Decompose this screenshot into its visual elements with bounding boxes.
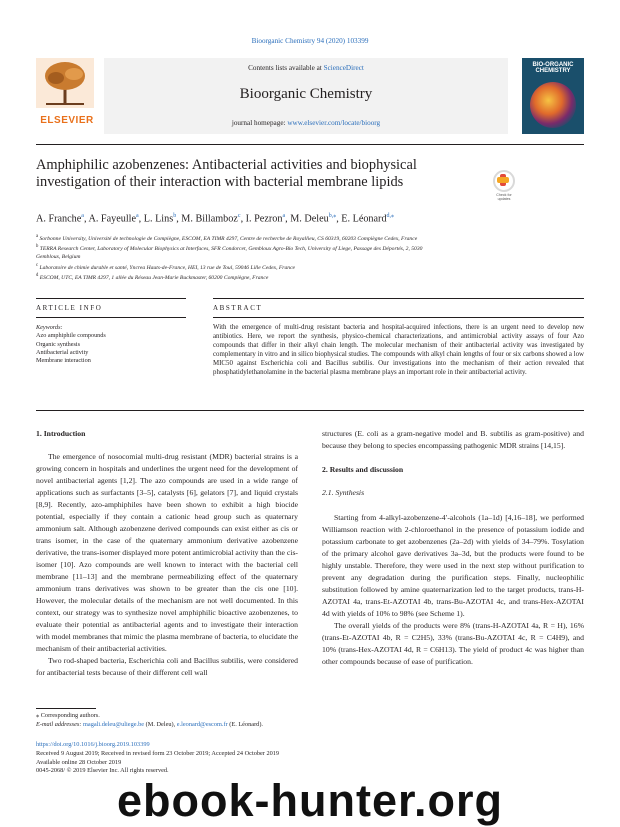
email-owner-1: (M. Deleu), bbox=[144, 721, 177, 729]
email-owner-2: (E. Léonard). bbox=[227, 721, 263, 729]
journal-cover[interactable] bbox=[522, 58, 584, 134]
author-name: M. Billamboz bbox=[181, 213, 238, 225]
journal-title: Bioorganic Chemistry bbox=[239, 86, 373, 102]
author-affiliation-mark[interactable]: a bbox=[282, 213, 286, 219]
keyword: Membrane interaction bbox=[36, 357, 91, 365]
author-name: A. Fayeulle bbox=[88, 213, 136, 225]
footnote-rule bbox=[36, 708, 96, 709]
title-line-1: Amphiphilic azobenzenes: Antibacterial activities and biophysical bbox=[36, 157, 417, 173]
paragraph: Starting from 4-alkyl-azobenzene-4′-alcohols (1a–1d) [4,16–18], we performed Williamson reaction with 2-chloroethanol in the presence of potassium iodide and potassium carbonate to get azobenzenes (2a–2d) with yields of 34–79%. Tosylation of the primary alcohol gave derivatives 3a–3d, but the products were found to be highly unstable. Therefore, they were used in the next step without purification to prevent any degradation during the purification steps. Finally, nucleophilic substitution followed by amine quaternarization led to the target products, trans-H-AZOTAI 4a, trans-Et-AZOTAI 4b, trans-Bu-AZOTAI 4c, and trans-Hex-AZOTAI 4d with yields of 10% to 98% (see Scheme 1). bbox=[322, 513, 584, 618]
author-name: M. Deleu bbox=[290, 213, 329, 225]
author-affiliation-mark[interactable]: b bbox=[173, 213, 177, 219]
doi-link[interactable]: https://doi.org/10.1016/j.bioorg.2019.103399 bbox=[36, 741, 150, 748]
keyword: Azo amphiphile compounds bbox=[36, 332, 106, 340]
journal-masthead bbox=[104, 58, 508, 134]
keyword: Organic synthesis bbox=[36, 340, 81, 348]
footnotes bbox=[36, 711, 436, 729]
keyword-list bbox=[36, 332, 186, 365]
abstract-subrule bbox=[213, 317, 584, 318]
affiliation-mark: c bbox=[36, 262, 39, 268]
article-info-rule bbox=[36, 298, 186, 299]
contents-line bbox=[104, 64, 508, 72]
affiliation-mark: b bbox=[36, 244, 39, 250]
header-rule bbox=[36, 144, 584, 145]
paragraph: The overall yields of the products were 8% (trans-H-AZOTAI 4a, R = H), 16% (trans-Et-AZOTAI 4b, R = C2H5), 33% (trans-Bu-AZOTAI 4c, R = C4H9), and 10% (trans-Hex-AZOTAI 4d, R = C6H13). The yield of product 4c was higher than other compounds because of ease of purification. bbox=[322, 621, 584, 666]
email-link-deleu[interactable]: magali.deleu@uliege.be bbox=[83, 721, 145, 729]
body-right-column bbox=[322, 428, 584, 668]
abstract-text: With the emergence of multi-drug resistant bacteria and hospital-acquired infections, there is an urgent need to develop new antibiotics. Here, we report the synthesis, physico-chemical characterizations, and antimicrobial activity assays of four Azo compounds that differ in their alkyl chain length. The molecular mechanism of their antibacterial activity was investigated by complementary in vitro and in silico biophysical studies. The compounds with alkyl chain lengths of four or six carbons showed a low MIC50 against Escherichia coli and Bacillus subtilis. Our investigations into the mechanism of their action revealed that phosphatidylethanolamine in the bacterial plasma membrane plays an important role in their antibacterial activity. bbox=[213, 324, 584, 377]
author-affiliation-mark[interactable]: a bbox=[136, 213, 139, 219]
author-list: A. Franche$^a$, A. Fayeulle$^a$, L. Lins$^b$, M. Billamboz$^c$, I. Pezron$^a$, M. Deleu$^{b,⁎}$, E. Léonard$^{d,⁎}$ bbox=[36, 213, 395, 225]
elsevier-tree-icon bbox=[36, 58, 94, 108]
affiliation-line: $^a$ Sorbonne University, Université de technologie de Compiègne, ESCOM, EA TIMR 4297, Centre de recherche de Royallieu, CS 60319, 60203 Compiègne Cedex, France bbox=[36, 234, 418, 242]
keywords-label: Keywords: bbox=[36, 324, 63, 331]
homepage-prefix: journal homepage: bbox=[231, 119, 288, 127]
section-heading-results: 2. Results and discussion bbox=[322, 465, 404, 474]
abstract-bottom-rule bbox=[36, 410, 584, 411]
sciencedirect-link[interactable]: ScienceDirect bbox=[323, 64, 364, 72]
article-title bbox=[36, 157, 466, 191]
affiliation-mark: a bbox=[36, 234, 39, 239]
affiliation-line: $^c$ Laboratoire de chimie durable et santé, Yncrea Hauts-de-France, HEI, 13 rue de Toul, 59046 Lille Cedex, France bbox=[36, 262, 296, 271]
crossmark-icon bbox=[493, 170, 515, 192]
elsevier-logo[interactable] bbox=[36, 58, 98, 134]
body-left-column bbox=[36, 428, 298, 679]
article-history bbox=[36, 741, 436, 776]
abstract-heading: ABSTRACT bbox=[213, 304, 263, 312]
received-dates: Received 9 August 2019; Received in revised form 23 October 2019; Accepted 24 October 2019 bbox=[36, 749, 280, 757]
article-info-subrule bbox=[36, 317, 186, 318]
author-affiliation-mark[interactable]: b,⁎ bbox=[328, 213, 337, 219]
cover-title: BIO-ORGANIC CHEMISTRY bbox=[532, 62, 574, 75]
email-line bbox=[36, 720, 436, 729]
email-label: E-mail addresses: bbox=[36, 721, 83, 729]
affiliation-mark: d bbox=[36, 272, 39, 278]
paragraph: Two rod-shaped bacteria, Escherichia coli and Bacillus subtilis, were considered for antibacterial tests because of their different cell wall bbox=[36, 656, 298, 677]
crossmark-button[interactable] bbox=[491, 170, 517, 202]
keyword: Antibacterial activity bbox=[36, 348, 89, 356]
section-heading-introduction: 1. Introduction bbox=[36, 429, 86, 438]
crossmark-label: Check for updates bbox=[496, 193, 512, 201]
author-affiliation-mark[interactable]: a bbox=[81, 213, 84, 219]
running-head[interactable]: Bioorganic Chemistry 94 (2020) 103399 bbox=[251, 37, 369, 45]
paragraph: structures (E. coli as a gram-negative model and B. subtilis as gram-positive) and because they belong to species encompassing pathogenic MDR strains [14,15]. bbox=[322, 429, 584, 450]
author-name: L. Lins bbox=[143, 213, 174, 225]
journal-header bbox=[36, 58, 584, 136]
author-affiliation-mark[interactable]: c bbox=[237, 213, 241, 219]
author-affiliation-mark[interactable]: d,⁎ bbox=[386, 213, 395, 219]
affiliations bbox=[36, 233, 584, 282]
cover-image bbox=[530, 82, 576, 128]
email-link-leonard[interactable]: e.leonard@escom.fr bbox=[176, 721, 228, 729]
keywords-block bbox=[36, 324, 186, 365]
author-name: E. Léonard bbox=[341, 213, 387, 225]
paragraph: The emergence of nosocomial multi-drug resistant (MDR) bacterial strains is a growing concern in hospitals and underlines the urgent need for the development of novel antibacterial agents [1,2]. The azo compounds are used in a wide range of applications such as surfactants [3–5], catalysts [6], gelators [7], and liquid crystals [8,9]. Recently, azo-amphiphiles have been shown to exhibit a high biocide potential, especially if they contain a cationic head group such as quaternary ammonium salt. Although azobenzene derived compounds can exist either as cis or trans isomer, in the case of the quaternary ammonium derivative azobenzene derivative, the trans-isomer displayed more potent antimicrobial activity than the cis-isomer [10]. Azo compounds are well known to interact with the bacterial cell membrane [11–13] and the membrane permeabilizing effect of the quaternary ammonium trans derivatives was shown to be greater than the cis one [10]. However, the molecular details of the mechanism are not well documented. In this context, our strategy was to synthesize novel amphiphilic bioactive azobenzenes, to evaluate their potential as antibacterial agents and to investigate their interaction with model membranes that mimic the plasma membrane of bacteria, to elucidate the mechanism of their antibacterial activities. bbox=[36, 452, 298, 653]
online-date: Available online 28 October 2019 bbox=[36, 758, 122, 766]
corresponding-note: ⁎ Corresponding authors. bbox=[36, 712, 100, 719]
affiliation-line: Gembloux, Belgium bbox=[36, 254, 81, 261]
article-info-heading: ARTICLE INFO bbox=[36, 304, 103, 312]
homepage-link[interactable]: www.elsevier.com/locate/bioorg bbox=[287, 119, 381, 127]
abstract-rule bbox=[213, 298, 584, 299]
affiliation-line: $^d$ ESCOM, UTC, EA TIMR 4297, 1 allée du Réseau Jean-Marie Buckmaster, 60200 Compiègne, France bbox=[36, 272, 269, 281]
publisher-name: ELSEVIER bbox=[40, 115, 94, 126]
copyright: 0045-2068/ © 2019 Elsevier Inc. All rights reserved. bbox=[36, 767, 169, 775]
author-name: A. Franche bbox=[36, 213, 82, 225]
contents-prefix: Contents lists available at bbox=[248, 64, 324, 72]
homepage-line bbox=[104, 119, 508, 127]
watermark: ebook-hunter.org bbox=[117, 775, 503, 826]
affiliation-line: $^b$ TERRA Research Center, Laboratory of Molecular Biophysics at Interfaces, SFR Condorcet, Gembloux Agro-Bio Tech, University of Liege, Passage des Déportés, 2, 5030 bbox=[36, 244, 423, 253]
title-line-2: investigation of their interaction with bacterial membrane lipids bbox=[36, 174, 404, 190]
author-name: I. Pezron bbox=[245, 213, 283, 225]
subsection-heading-synthesis: 2.1. Synthesis bbox=[322, 488, 365, 497]
